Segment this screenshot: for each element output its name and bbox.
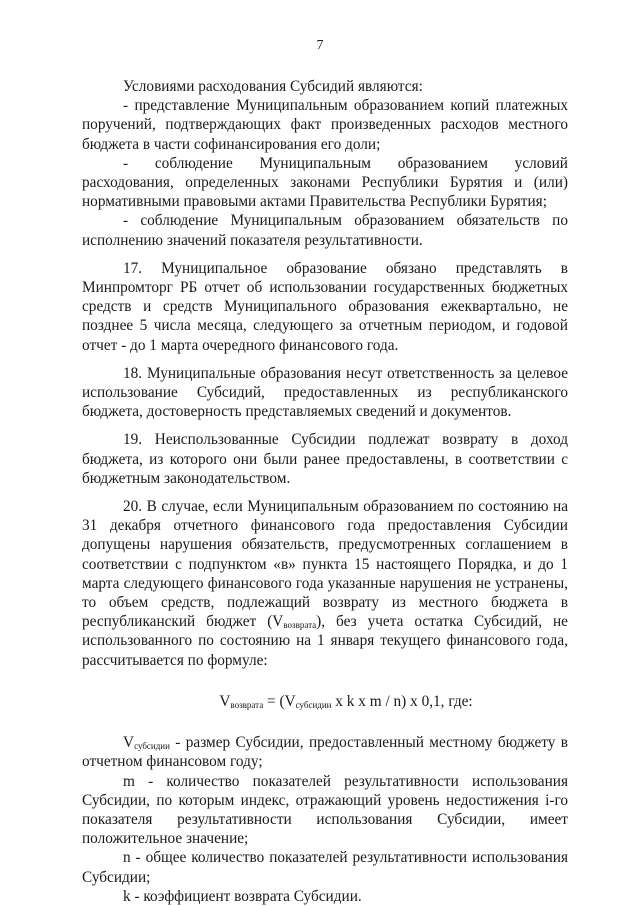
- v-return-symbol: V: [272, 613, 284, 631]
- definition-k: k - коэффициент возврата Субсидии.: [123, 887, 362, 905]
- paragraph-20-text-before: 20. В случае, если Муниципальным образованием по состоянию на 31 декабря отчетного финансового года предоставления Субсидии допущены нарушения обязательств, предусмотренных соглашением в соответствии с подпунктом «в» пункта 15 настоящего Порядка, и до 1 марта следующего финансового года указанные нарушения не устранены, то объем средств, подлежащий возврату из местного бюджета в республиканский бюджет (: [82, 498, 568, 631]
- definition-m: m - количество показателей результативности использования Субсидии, по которым индекс, отражающий уровень недостижения i-го показателя результативности использования Субсидии, имеет положительное значение;: [82, 772, 568, 848]
- formula-v-subsidy: V: [284, 692, 296, 710]
- definition-v-subscript: субсидии: [134, 741, 170, 752]
- v-return-subscript: возврата: [283, 620, 317, 631]
- definition-v-subsidy: [82, 733, 568, 771]
- formula-v-return: V: [219, 692, 231, 710]
- formula-v-return-subscript: возврата: [230, 699, 264, 710]
- document-body: [82, 77, 568, 906]
- paragraph-conditions-intro: Условиями расходования Субсидий являются:: [123, 78, 423, 95]
- definition-v-symbol: V: [123, 734, 135, 752]
- formula-rest: x k x m / n) x 0,1, где:: [331, 692, 473, 710]
- paragraph-18: 18. Муниципальные образования несут ответственность за целевое использование Субсидий, предоставленных из республиканского бюджета, достоверность представляемых сведений и документов.: [82, 364, 568, 421]
- paragraph-17: 17. Муниципальное образование обязано представлять в Минпромторг РБ отчет об использовании государственных бюджетных средств и средств Муниципального образования ежеквартально, не позднее 5 числа месяца, следующего за отчетным периодом, и годовой отчет - до 1 марта очередного финансового года.: [82, 259, 568, 354]
- formula-equals: = (: [263, 692, 285, 710]
- paragraph-20-text-after: ), без учета остатка Субсидий, не использованного по состоянию на 1 января текущего финансового года, рассчитывается по формуле:: [82, 613, 568, 669]
- paragraph-condition-2: - соблюдение Муниципальным образованием условий расходования, определенных законами Республики Бурятия и (или) нормативными правовыми актами Правительства Республики Бурятия;: [82, 154, 568, 211]
- definition-v-text: - размер Субсидии, предоставленный местному бюджету в отчетном финансовом году;: [82, 734, 568, 771]
- formula: [82, 692, 568, 711]
- definition-n: n - общее количество показателей результативности использования Субсидии;: [82, 849, 568, 886]
- paragraph-condition-1: - представление Муниципальным образованием копий платежных поручений, подтверждающих факт произведенных расходов местного бюджета в части софинансирования его доли;: [82, 97, 568, 153]
- page-number: 7: [316, 38, 324, 53]
- paragraph-19: 19. Неиспользованные Субсидии подлежат возврату в доход бюджета, из которого они были ранее предоставлены, в соответствии с бюджетным законодательством.: [82, 431, 568, 487]
- formula-v-subsidy-subscript: субсидии: [295, 699, 332, 710]
- paragraph-condition-3: - соблюдение Муниципальным образованием обязательств по исполнению значений показателя результативности.: [82, 212, 568, 249]
- paragraph-20: [82, 497, 568, 670]
